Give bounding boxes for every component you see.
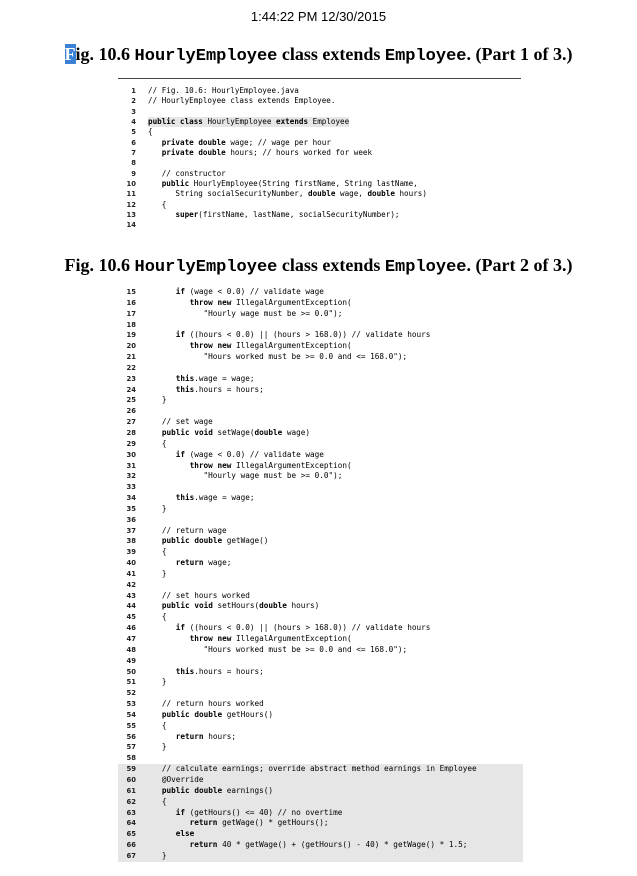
code-line — [118, 558, 523, 569]
code-line — [118, 688, 523, 699]
code-line — [118, 667, 523, 678]
line-number: 67 — [126, 851, 136, 860]
code-line — [118, 210, 523, 220]
line-number: 57 — [126, 743, 136, 752]
line-number: 27 — [126, 418, 136, 427]
code-text: { — [148, 438, 167, 448]
code-line — [118, 107, 523, 117]
line-number: 34 — [126, 494, 136, 503]
line-number: 25 — [126, 396, 136, 405]
line-number: 60 — [126, 775, 136, 784]
line-number: 38 — [126, 537, 136, 546]
title-mid: class extends — [277, 44, 385, 64]
line-number: 22 — [126, 363, 136, 372]
line-number: 46 — [126, 624, 136, 633]
code-line — [118, 363, 523, 374]
code-line — [118, 591, 523, 602]
code-line — [118, 623, 523, 634]
line-number: 65 — [126, 830, 136, 839]
code-text: public class HourlyEmployee extends Employee — [148, 117, 350, 127]
code-text: public double earnings() — [161, 785, 274, 795]
code-text: public double getHours() — [161, 709, 274, 719]
code-text: this.hours = hours; — [175, 384, 264, 394]
line-number: 42 — [126, 580, 136, 589]
line-number: 13 — [126, 211, 136, 220]
code-line — [118, 829, 523, 840]
code-text: public HourlyEmployee(String firstName, String lastName, — [161, 179, 418, 189]
title-base-class: Employee — [384, 47, 467, 66]
line-number: 23 — [126, 374, 136, 383]
code-text: { — [148, 720, 167, 730]
code-line — [118, 851, 523, 862]
code-text: { — [148, 127, 153, 137]
code-line — [118, 461, 523, 472]
code-line — [118, 808, 523, 819]
line-number: 12 — [126, 200, 136, 209]
code-line — [118, 330, 523, 341]
code-text: private double hours; // hours worked for week — [161, 148, 373, 158]
code-text: // Fig. 10.6: HourlyEmployee.java — [148, 86, 299, 95]
code-line — [118, 699, 523, 710]
code-text: // HourlyEmployee class extends Employee. — [148, 96, 336, 106]
line-number: 31 — [126, 461, 136, 470]
line-number: 14 — [126, 221, 136, 230]
code-text: // set hours worked — [148, 590, 250, 600]
code-text: throw new IllegalArgumentException( — [189, 460, 352, 470]
line-number: 7 — [131, 149, 136, 158]
code-text: return 40 * getWage() + (getHours() - 40) * getWage() * 1.5; — [189, 840, 468, 850]
line-number: 66 — [126, 841, 136, 850]
code-line — [118, 117, 523, 127]
code-text: return getWage() * getHours(); — [189, 818, 329, 828]
line-number: 1 — [131, 87, 136, 95]
code-text: super(firstName, lastName, socialSecurityNumber); — [175, 210, 400, 220]
code-line — [118, 471, 523, 482]
line-number: 10 — [126, 180, 136, 189]
code-line — [118, 797, 523, 808]
code-line — [118, 86, 523, 96]
code-line — [118, 580, 523, 591]
line-number: 63 — [126, 808, 136, 817]
line-number: 3 — [131, 107, 136, 116]
line-number: 51 — [126, 678, 136, 687]
line-number: 54 — [126, 710, 136, 719]
code-line — [118, 764, 523, 775]
code-line — [118, 536, 523, 547]
code-text: "Hours worked must be >= 0.0 and <= 168.0"); — [148, 644, 408, 654]
line-number: 44 — [126, 602, 136, 611]
code-line — [118, 352, 523, 363]
code-text: this.wage = wage; — [175, 493, 255, 503]
code-text: else — [175, 829, 195, 839]
line-number: 20 — [126, 342, 136, 351]
code-text: if (wage < 0.0) // validate wage — [175, 449, 324, 459]
code-line — [118, 612, 523, 623]
code-line — [118, 439, 523, 450]
figure-title-part2 — [0, 255, 637, 277]
line-number: 39 — [126, 548, 136, 557]
line-number: 18 — [126, 320, 136, 329]
code-text: "Hourly wage must be >= 0.0"); — [148, 471, 343, 481]
line-number: 11 — [126, 190, 136, 199]
line-number: 26 — [126, 407, 136, 416]
line-number: 2 — [131, 97, 136, 106]
code-text: { — [148, 612, 167, 622]
line-number: 28 — [126, 428, 136, 437]
code-line — [118, 504, 523, 515]
code-text: public double getWage() — [161, 536, 269, 546]
line-number: 17 — [126, 309, 136, 318]
code-text: } — [148, 677, 167, 687]
code-line — [118, 417, 523, 428]
code-line — [118, 309, 523, 320]
code-line — [118, 634, 523, 645]
title-class-name: HourlyEmployee — [134, 258, 278, 277]
line-number: 9 — [131, 169, 136, 178]
code-text: { — [148, 547, 167, 557]
code-text: throw new IllegalArgumentException( — [189, 634, 352, 643]
code-text: if ((hours < 0.0) || (hours > 168.0)) // validate hours — [175, 623, 431, 633]
code-line — [118, 169, 523, 179]
title-suffix: . (Part 2 of 3.) — [466, 255, 573, 275]
code-text: @Override — [148, 774, 204, 784]
code-text: if ((hours < 0.0) || (hours > 168.0)) // validate hours — [175, 330, 431, 340]
code-text: // constructor — [148, 168, 226, 178]
figure-title-part1 — [0, 44, 637, 66]
line-number: 61 — [126, 786, 136, 795]
line-number: 32 — [126, 472, 136, 481]
line-number: 47 — [126, 635, 136, 643]
code-line — [118, 148, 523, 158]
code-line — [118, 320, 523, 331]
code-line — [118, 775, 523, 786]
line-number: 41 — [126, 569, 136, 578]
code-text: if (getHours() <= 40) // no overtime — [175, 807, 343, 817]
line-number: 36 — [126, 515, 136, 524]
code-line — [118, 406, 523, 417]
code-line — [118, 158, 523, 168]
line-number: 58 — [126, 754, 136, 763]
code-line — [118, 786, 523, 797]
line-number: 35 — [126, 504, 136, 513]
code-line — [118, 601, 523, 612]
line-number: 30 — [126, 450, 136, 459]
line-number: 37 — [126, 526, 136, 535]
code-text: } — [148, 395, 167, 405]
code-text: String socialSecurityNumber, double wage, double hours) — [148, 189, 427, 199]
line-number: 64 — [126, 819, 136, 828]
code-line — [118, 753, 523, 764]
line-number: 33 — [126, 483, 136, 492]
code-text: // return wage — [148, 525, 227, 535]
code-text: // set wage — [148, 417, 213, 427]
code-line — [118, 385, 523, 396]
line-number: 59 — [126, 765, 136, 774]
line-number: 24 — [126, 385, 136, 394]
line-number: 6 — [131, 138, 136, 147]
code-line — [118, 395, 523, 406]
code-line — [118, 220, 523, 230]
code-text: throw new IllegalArgumentException( — [189, 341, 352, 351]
code-text: "Hours worked must be >= 0.0 and <= 168.0"); — [148, 352, 408, 362]
line-number: 43 — [126, 591, 136, 600]
code-line — [118, 189, 523, 199]
code-text: { — [148, 199, 167, 209]
code-line — [118, 732, 523, 743]
code-line — [118, 450, 523, 461]
code-line — [118, 656, 523, 667]
line-number: 19 — [126, 331, 136, 340]
code-text: } — [148, 568, 167, 578]
code-line — [118, 710, 523, 721]
code-line — [118, 526, 523, 537]
code-text: "Hourly wage must be >= 0.0"); — [148, 308, 343, 318]
code-line — [118, 645, 523, 656]
code-line — [118, 818, 523, 829]
line-number: 5 — [131, 128, 136, 137]
code-line — [118, 547, 523, 558]
title-suffix: . (Part 1 of 3.) — [466, 44, 573, 64]
code-line — [118, 341, 523, 352]
code-text: // return hours worked — [148, 699, 264, 709]
code-line — [118, 374, 523, 385]
title-mid: class extends — [277, 255, 385, 275]
line-number: 21 — [126, 353, 136, 362]
line-number: 40 — [126, 559, 136, 568]
title-prefix: Fig. 10.6 — [64, 255, 135, 275]
line-number: 56 — [126, 732, 136, 741]
line-number: 55 — [126, 721, 136, 730]
code-line — [118, 428, 523, 439]
code-listing-part2 — [118, 287, 523, 862]
code-text: { — [148, 796, 167, 806]
code-line — [118, 493, 523, 504]
title-divider — [118, 78, 521, 79]
title-class-name: HourlyEmployee — [134, 47, 278, 66]
code-text: throw new IllegalArgumentException( — [189, 297, 352, 307]
line-number: 49 — [126, 656, 136, 665]
line-number: 29 — [126, 439, 136, 448]
code-listing-part1 — [118, 86, 523, 231]
code-line — [118, 677, 523, 688]
line-number: 48 — [126, 645, 136, 654]
code-text: if (wage < 0.0) // validate wage — [175, 287, 324, 296]
selection-highlight: F — [64, 44, 76, 64]
line-number: 15 — [126, 288, 136, 296]
line-number: 8 — [131, 159, 136, 168]
code-line — [118, 840, 523, 851]
code-line — [118, 138, 523, 148]
code-text: public void setHours(double hours) — [161, 601, 320, 611]
code-text: } — [148, 503, 167, 513]
code-line — [118, 287, 523, 298]
code-text: } — [148, 850, 167, 860]
code-line — [118, 569, 523, 580]
code-line — [118, 721, 523, 732]
line-number: 62 — [126, 797, 136, 806]
code-text: // calculate earnings; override abstract method earnings in Employee — [148, 764, 477, 774]
code-text: return hours; — [175, 731, 236, 741]
line-number: 16 — [126, 298, 136, 307]
code-text: private double wage; // wage per hour — [161, 137, 331, 147]
code-text: return wage; — [175, 558, 232, 568]
code-line — [118, 515, 523, 526]
line-number: 45 — [126, 613, 136, 622]
timestamp: 1:44:22 PM 12/30/2015 — [250, 9, 387, 24]
line-number: 4 — [131, 118, 136, 127]
code-text: } — [148, 742, 167, 752]
code-line — [118, 200, 523, 210]
code-line — [118, 298, 523, 309]
line-number: 52 — [126, 689, 136, 698]
code-text: this.wage = wage; — [175, 373, 255, 383]
code-line — [118, 482, 523, 493]
line-number: 53 — [126, 700, 136, 709]
title-base-class: Employee — [384, 258, 467, 277]
line-number: 50 — [126, 667, 136, 676]
code-line — [118, 96, 523, 106]
code-text: this.hours = hours; — [175, 666, 264, 676]
code-line — [118, 179, 523, 189]
title-prefix: ig. 10.6 — [75, 44, 135, 64]
code-line — [118, 742, 523, 753]
code-line — [118, 127, 523, 137]
code-text: public void setWage(double wage) — [161, 427, 311, 437]
